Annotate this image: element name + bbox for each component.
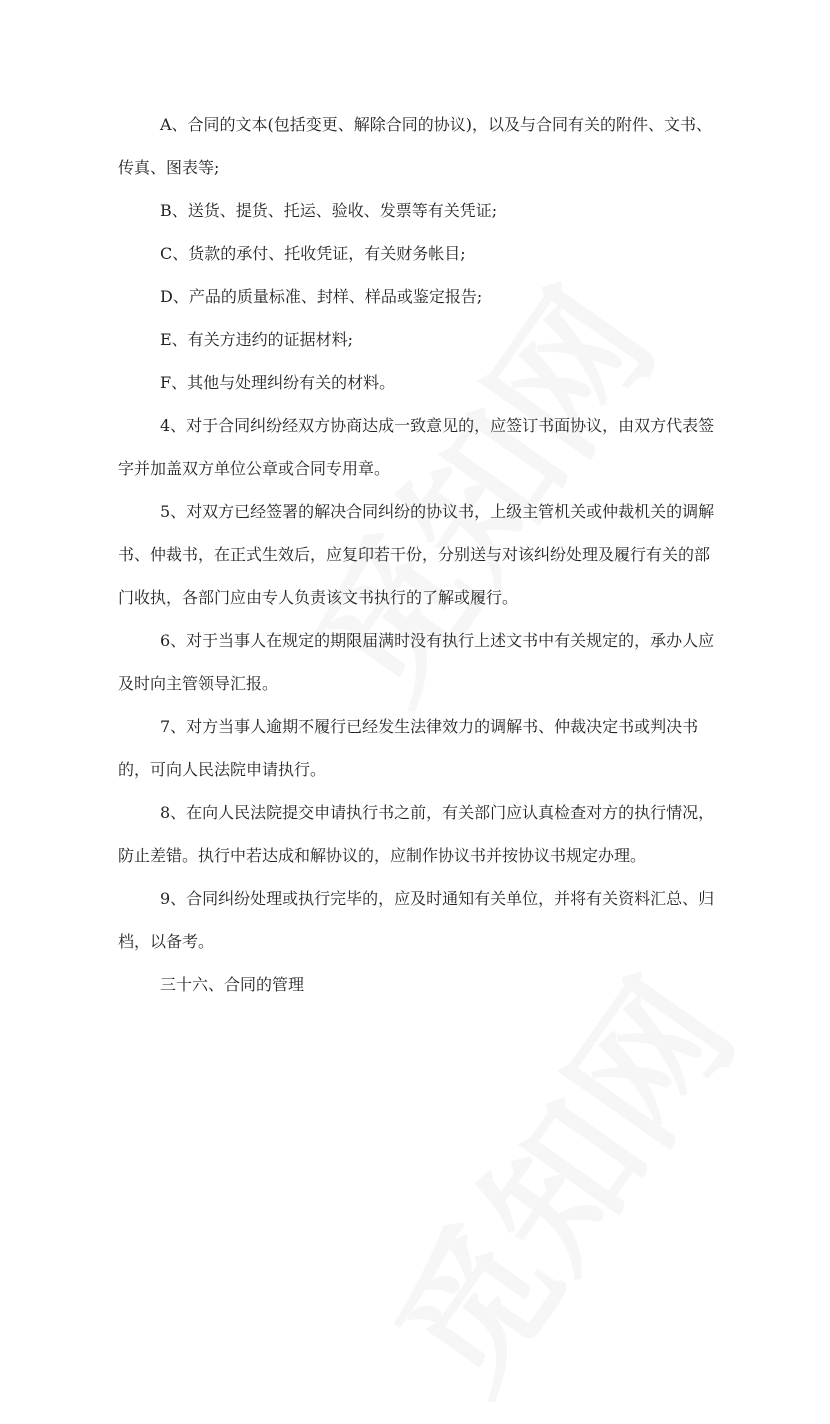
- paragraph-e: E、有关方违约的证据材料;: [160, 330, 354, 349]
- paragraph-9: 9、合同纠纷处理或执行完毕的，应及时通知有关单位，并将有关资料汇总、归档，以备考。: [118, 889, 715, 951]
- document-body: [118, 103, 718, 1006]
- paragraph-d: D、产品的质量标准、封样、样品或鉴定报告;: [160, 287, 483, 306]
- paragraph-4: 4、对于合同纠纷经双方协商达成一致意见的，应签订书面协议，由双方代表签字并加盖双方单位公章或合同专用章。: [118, 416, 715, 478]
- paragraph-b: B、送货、提货、托运、验收、发票等有关凭证;: [160, 201, 498, 220]
- paragraph-c: C、货款的承付、托收凭证，有关财务帐目;: [160, 244, 466, 263]
- section-heading: 三十六、合同的管理: [160, 975, 305, 994]
- paragraph-5: 5、对双方已经签署的解决合同纠纷的协议书，上级主管机关或仲裁机关的调解书、仲裁书，在正式生效后，应复印若干份，分别送与对该纠纷处理及履行有关的部门收执，各部门应由专人负责该文书执行的了解或履行。: [118, 502, 715, 607]
- paragraph-8: 8、在向人民法院提交申请执行书之前，有关部门应认真检查对方的执行情况，防止差错。执行中若达成和解协议的，应制作协议书并按协议书规定办理。: [118, 803, 715, 865]
- paragraph-7: 7、对方当事人逾期不履行已经发生法律效力的调解书、仲裁决定书或判决书的，可向人民法院申请执行。: [118, 717, 699, 779]
- paragraph-6: 6、对于当事人在规定的期限届满时没有执行上述文书中有关规定的，承办人应及时向主管领导汇报。: [118, 631, 715, 693]
- paragraph-a: A、合同的文本(包括变更、解除合同的协议)，以及与合同有关的附件、文书、传真、图表等;: [118, 115, 713, 177]
- paragraph-f: F、其他与处理纠纷有关的材料。: [160, 373, 396, 392]
